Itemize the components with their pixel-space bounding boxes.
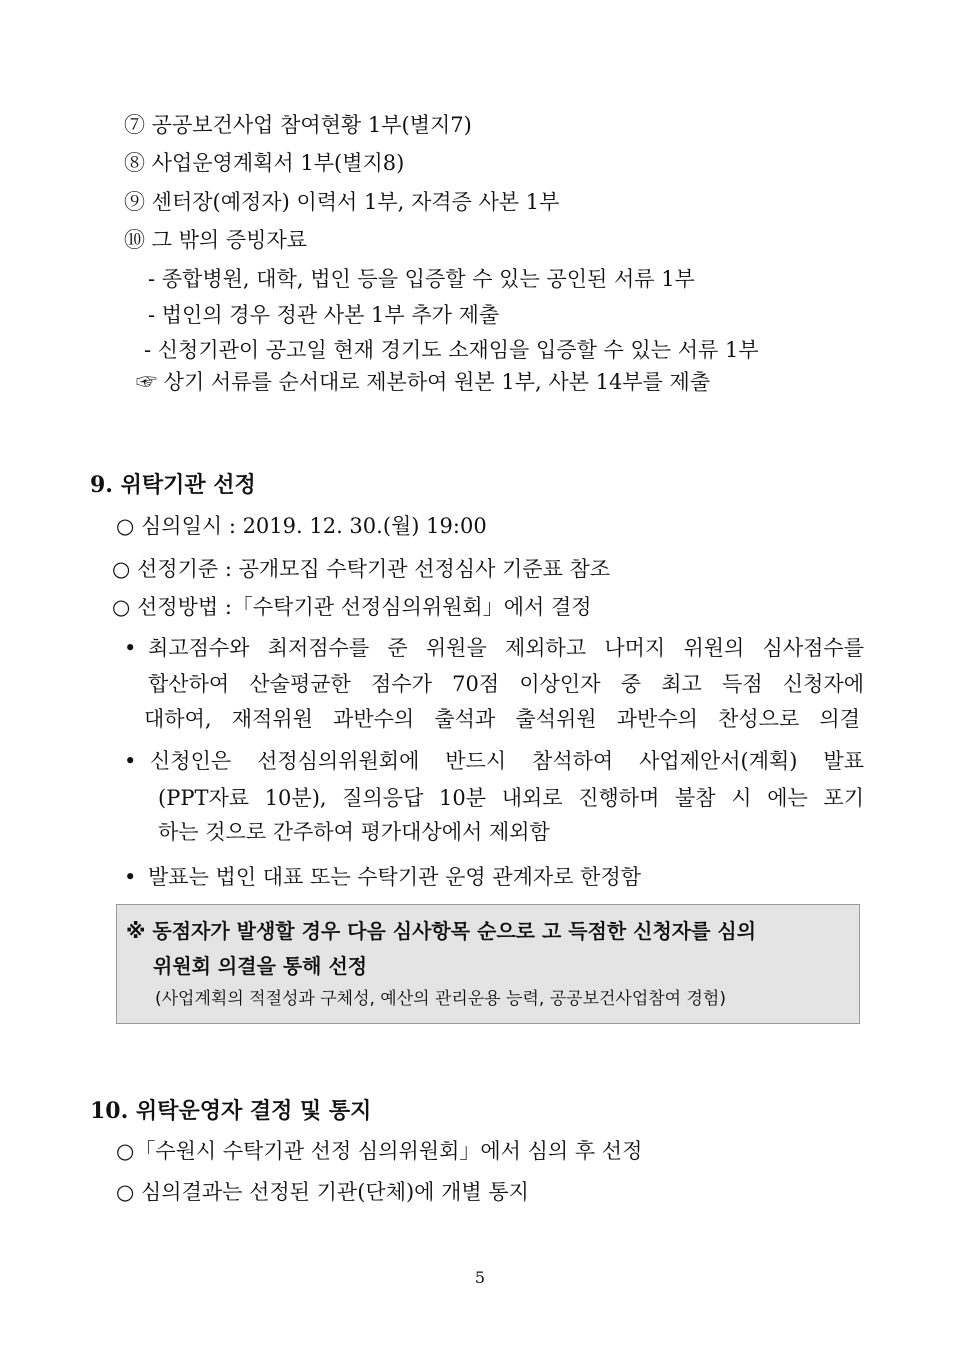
attachment-item-10: ⑩ 그 밖의 증빙자료 (124, 228, 308, 252)
tie-break-note-line-2: 위원회 의결을 통해 선정 (153, 954, 368, 978)
attachment-item-9: ⑨ 센터장(예정자) 이력서 1부, 자격증 사본 1부 (124, 190, 560, 214)
section-10-item-1: ○「수원시 수탁기관 선정 심의위원회」에서 심의 후 선정 (116, 1139, 643, 1163)
bullet-mark: • (124, 749, 137, 773)
section-10-item-2: ○ 심의결과는 선정된 기관(단체)에 개별 통지 (116, 1180, 529, 1204)
bullet-3: 발표는 법인 대표 또는 수탁기관 운영 관계자로 한정함 (148, 865, 642, 889)
tie-break-note-line-1: ※ 동점자가 발생할 경우 다음 심사항목 순으로 고 득점한 신청자를 심의 (126, 919, 757, 943)
attachment-item-7: ⑦ 공공보건사업 참여현황 1부(별지7) (124, 113, 472, 137)
bullet-2-line-1: 신청인은 선정심의위원회에 반드시 참석하여 사업제안서(계획) 발표 (150, 749, 864, 773)
bullet-2-line-2: (PPT자료 10분), 질의응답 10분 내외로 진행하며 불참 시 에는 포기 (158, 786, 864, 810)
bullet-1-line-2: 합산하여 산술평균한 점수가 70점 이상인자 중 최고 득점 신청자에 (148, 672, 864, 696)
attachment-binding-note: ☞ 상기 서류를 순서대로 제본하여 원본 1부, 사본 14부를 제출 (136, 370, 711, 394)
section-10-title: 10. 위탁운영자 결정 및 통지 (90, 1098, 372, 1124)
attachment-sub-item-3: - 신청기관이 공고일 현재 경기도 소재임을 입증할 수 있는 서류 1부 (144, 338, 759, 362)
tie-break-note-box (116, 904, 860, 1024)
bullet-2-line-3: 하는 것으로 간주하여 평가대상에서 제외함 (158, 820, 550, 844)
tie-break-criteria: (사업계획의 적절성과 구체성, 예산의 관리운용 능력, 공공보건사업참여 경험) (155, 989, 726, 1009)
page-number: 5 (474, 1268, 486, 1287)
attachment-sub-item-1: - 종합병원, 대학, 법인 등을 입증할 수 있는 공인된 서류 1부 (148, 267, 695, 291)
selection-method: ○ 선정방법 :「수탁기관 선정심의위원회」에서 결정 (112, 595, 592, 619)
attachment-item-8: ⑧ 사업운영계획서 1부(별지8) (124, 151, 405, 175)
bullet-mark: • (124, 865, 137, 889)
attachment-sub-item-2: - 법인의 경우 정관 사본 1부 추가 제출 (148, 303, 500, 327)
bullet-1-line-3: 대하여, 재적위원 과반수의 출석과 출석위원 과반수의 찬성으로 의결 (144, 707, 860, 731)
selection-criteria: ○ 선정기준 : 공개모집 수탁기관 선정심사 기준표 참조 (112, 557, 611, 581)
review-date: ○ 심의일시 : 2019. 12. 30.(월) 19:00 (116, 514, 487, 538)
section-9-title: 9. 위탁기관 선정 (90, 472, 256, 498)
bullet-mark: • (124, 636, 137, 660)
bullet-1-line-1: 최고점수와 최저점수를 준 위원을 제외하고 나머지 위원의 심사점수를 (148, 636, 864, 660)
